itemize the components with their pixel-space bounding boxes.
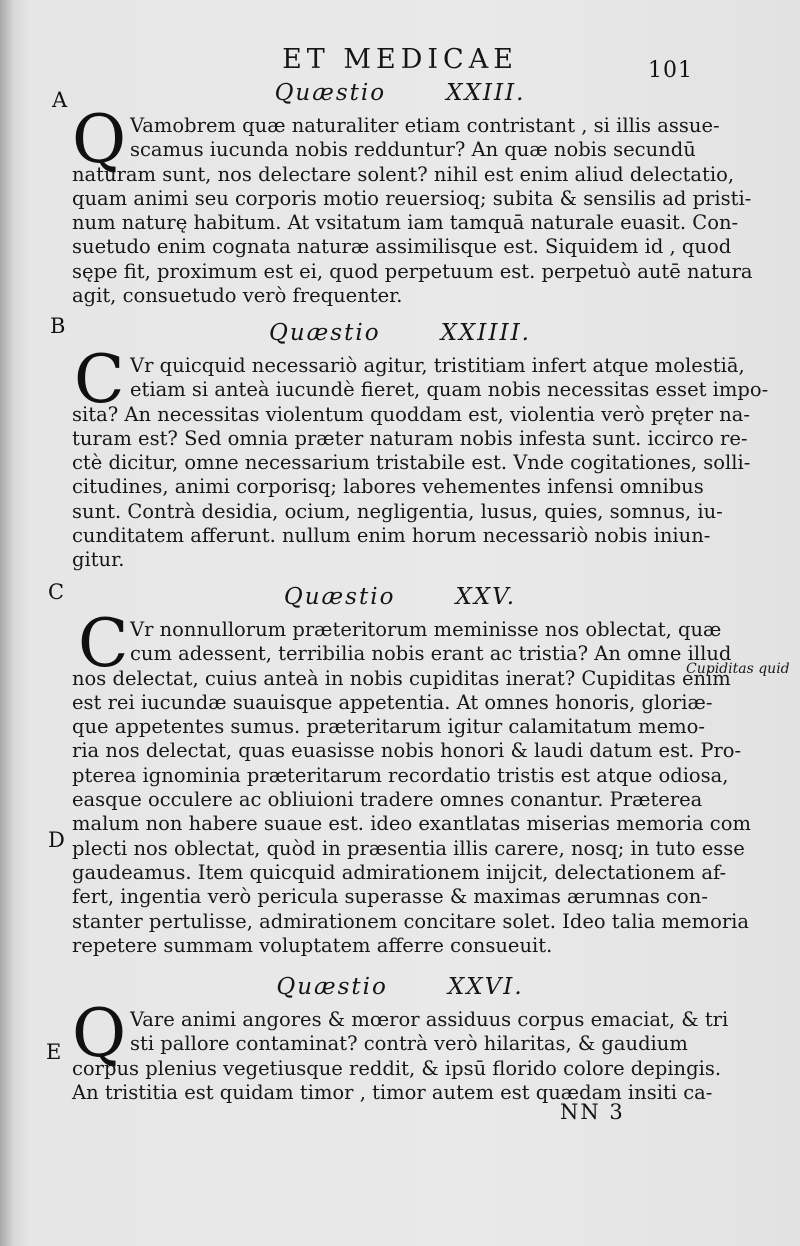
question-text-23	[72, 101, 753, 308]
text-line: ria nos delectat, quas euasisse nobis honori & laudi datum est. Pro-	[72, 739, 742, 763]
text-line: Vr quicquid necessariò agitur, tristitiam infert atque molestiā,	[130, 354, 745, 377]
text-line: Vamobrem quæ naturaliter etiam contristant , si illis assue-	[130, 114, 720, 137]
text-line: easque occulere ac obliuioni tradere omnes conantur. Præterea	[72, 788, 703, 812]
text-line: Vare animi angores & mœror assiduus corpus emaciat, & tri	[130, 1008, 729, 1031]
text-line: quam animi seu corporis motio reuersioq; subita & sensilis ad pristi-	[72, 186, 752, 210]
page-number: 101	[648, 58, 693, 83]
question-word: Quæstio	[276, 974, 388, 1000]
question-number: XXVI.	[447, 974, 524, 1000]
margin-letter-a: A	[52, 88, 68, 112]
question-word: Quæstio	[269, 320, 381, 346]
drop-cap: Q	[72, 995, 127, 1072]
text-line: est rei iucundæ suauisque appetentia. At omnes honoris, gloriæ-	[72, 690, 713, 714]
text-line: ctè dicitur, omne necessarium tristabile est. Vnde cogitationes, solli-	[72, 451, 751, 475]
text-line: sunt. Contrà desidia, ocium, negligentia, lusus, quies, somnus, iu-	[72, 499, 723, 523]
text-line: stanter pertulisse, admirationem concitare solet. Ideo talia memoria	[72, 909, 749, 933]
text-line: malum non habere suaue est. ideo exantlatas miserias memoria com	[72, 812, 751, 836]
margin-letter-c: C	[48, 580, 65, 604]
drop-cap: C	[74, 341, 125, 418]
text-line: gitur.	[72, 548, 125, 572]
text-line: repetere summam voluptatem afferre consueuit.	[72, 933, 553, 957]
text-line: citudines, animi corporisq; labores vehementes infensi omnibus	[72, 475, 704, 499]
text-line: turam est? Sed omnia præter naturam nobis infesta sunt. iccirco re-	[72, 426, 748, 450]
text-line: sita? An necessitas violentum quoddam est, violentia verò pręter na-	[72, 402, 750, 426]
text-line: plecti nos oblectat, quòd in præsentia illis carere, nosq; in tuto esse	[72, 836, 745, 860]
drop-cap: Q	[72, 101, 127, 178]
text-line: Vr nonnullorum præteritorum meminisse nos oblectat, quæ	[130, 618, 722, 641]
running-head: ET MEDICAE	[282, 44, 518, 75]
text-line: suetudo enim cognata naturæ assimilisque est. Siquidem id , quod	[72, 235, 732, 259]
text-line: naturam sunt, nos delectare solent? nihil est enim aliud delectatio,	[72, 162, 735, 186]
margin-letter-d: D	[48, 828, 65, 852]
text-line: corpus plenius vegetiusque reddit, & ipsū florido colore depingis.	[72, 1056, 722, 1080]
question-number: XXIIII.	[440, 320, 531, 346]
drop-cap: C	[78, 605, 129, 682]
text-line: nos delectat, cuius anteà in nobis cupiditas inerat? Cupiditas enim	[72, 666, 731, 690]
text-line: num naturę habitum. At vsitatum iam tamquā naturale euasit. Con-	[72, 211, 739, 235]
text-line: gaudeamus. Item quicquid admirationem inijcit, delectationem af-	[72, 860, 727, 884]
text-line: que appetentes sumus. præteritarum igitur calamitatum memo-	[72, 715, 705, 739]
text-line: sti pallore contaminat? contrà verò hilaritas, & gaudium	[130, 1032, 688, 1056]
text-line: scamus iucunda nobis redduntur? An quæ nobis secundū	[130, 138, 696, 162]
text-line: sępe fit, proximum est ei, quod perpetuum est. perpetuò autē natura	[72, 259, 753, 283]
text-line: fert, ingentia verò pericula superasse & maximas ærumnas con-	[72, 885, 708, 909]
text-line: pterea ignominia præteritarum recordatio tristis est atque odiosa,	[72, 763, 729, 787]
question-word: Quæstio	[283, 584, 396, 610]
text-line: agit, consuetudo verò frequenter.	[72, 284, 403, 308]
question-text-24	[72, 341, 769, 573]
text-line: An tristitia est quidam timor , timor autem est quædam insiti ca-	[72, 1080, 713, 1104]
margin-letter-b: B	[50, 314, 66, 338]
text-line: cunditatem afferunt. nullum enim horum necessariò nobis iniun-	[72, 524, 711, 548]
question-text-26	[72, 995, 729, 1105]
margin-letter-e: E	[46, 1040, 62, 1064]
signature-mark: NN 3	[560, 1100, 625, 1124]
question-number: XXIII.	[446, 80, 526, 106]
text-line: cum adessent, terribilia nobis erant ac tristia? An omne illud	[130, 642, 732, 666]
question-word: Quæstio	[274, 80, 387, 106]
margin-note: Cupiditas quid	[686, 661, 790, 677]
question-number: XXV.	[455, 584, 517, 610]
text-line: etiam si anteà iucundè fieret, quam nobis necessitas esset impo-	[130, 378, 769, 402]
